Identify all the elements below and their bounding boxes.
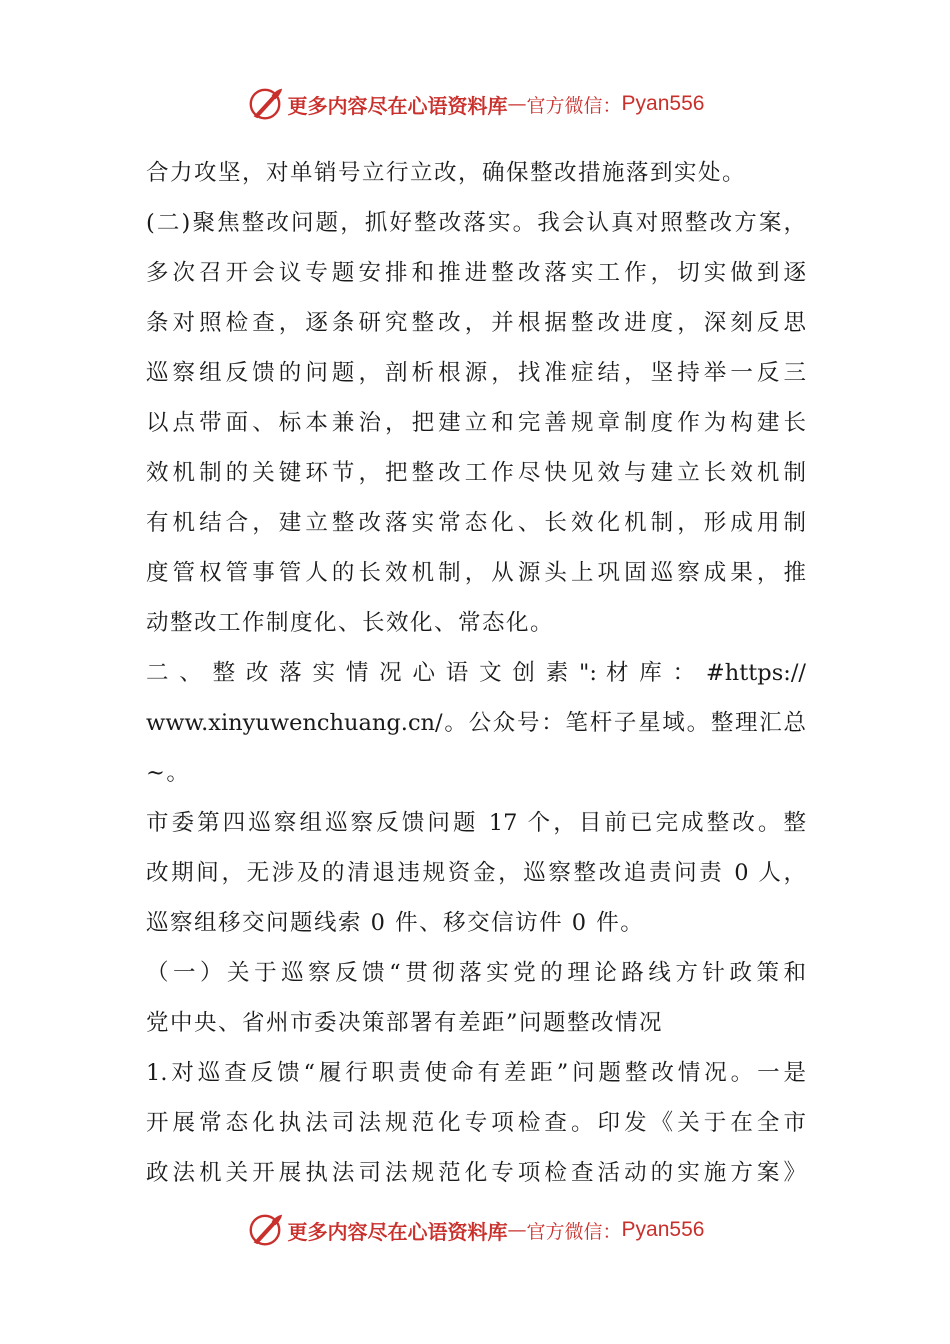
banner-wechat-id: Pyan556 — [621, 92, 705, 115]
text-line: 开展常态化执法司法规范化专项检查。印发《关于在全市 — [146, 1110, 806, 1136]
text-line: 度管权管事管人的长效机制，从源头上巩固巡察成果，推 — [146, 560, 806, 586]
header-banner — [0, 82, 950, 126]
text-line: 巡察组反馈的问题，剖析根源，找准症结，坚持举一反三 — [146, 360, 806, 386]
text-line: 市委第四巡察组巡察反馈问题 17 个，目前已完成整改。整 — [146, 810, 806, 836]
document-body — [146, 148, 806, 1198]
quill-logo-icon — [246, 85, 284, 123]
text-line: 改期间，无涉及的清退违规资金，巡察整改追责问责 0 人， — [146, 860, 806, 886]
text-line: 效机制的关键环节，把整改工作尽快见效与建立长效机制 — [146, 460, 806, 486]
text-line: （一）关于巡察反馈“贯彻落实党的理论路线方针政策和 — [146, 960, 806, 986]
banner-dash: — — [507, 1219, 527, 1241]
banner-official-label: 官方微信： — [526, 94, 622, 117]
banner-official-label: 官方微信： — [526, 1220, 622, 1243]
text-line: 条对照检查，逐条研究整改，并根据整改进度，深刻反思 — [146, 310, 806, 336]
text-line: 多次召开会议专题安排和推进整改落实工作，切实做到逐 — [146, 260, 806, 286]
banner-dash: — — [507, 93, 527, 115]
text-line: 以点带面、标本兼治，把建立和完善规章制度作为构建长 — [146, 410, 806, 436]
text-line: 巡察组移交问题线索 0 件、移交信访件 0 件。 — [146, 910, 645, 936]
text-line: 动整改工作制度化、长效化、常态化。 — [146, 610, 555, 636]
text-line: 二 、 整 改 落 实 情 况 心 语 文 创 素 ": 材 库 ： #https:// — [146, 660, 806, 686]
text-line: 政法机关开展执法司法规范化专项检查活动的实施方案》 — [146, 1160, 806, 1186]
text-line: 1.对巡查反馈“履行职责使命有差距”问题整改情况。一是 — [146, 1060, 806, 1086]
banner-slogan: 更多内容尽在心语资料库 — [287, 1219, 508, 1244]
text-line: 党中央、省州市委决策部署有差距”问题整改情况 — [146, 1010, 664, 1036]
text-line: (二)聚焦整改问题，抓好整改落实。我会认真对照整改方案， — [146, 210, 806, 236]
quill-logo-icon — [246, 1211, 284, 1249]
banner-slogan: 更多内容尽在心语资料库 — [287, 93, 508, 118]
banner-wechat-id: Pyan556 — [621, 1218, 705, 1241]
footer-banner — [0, 1208, 950, 1252]
text-line: 有机结合，建立整改落实常态化、长效化机制，形成用制 — [146, 510, 806, 536]
text-line: ~。 — [146, 760, 191, 786]
text-line: 合力攻坚，对单销号立行立改，确保整改措施落到实处。 — [146, 160, 747, 186]
text-line: www.xinyuwenchuang.cn/。公众号：笔杆子星域。整理汇总 — [146, 710, 806, 736]
